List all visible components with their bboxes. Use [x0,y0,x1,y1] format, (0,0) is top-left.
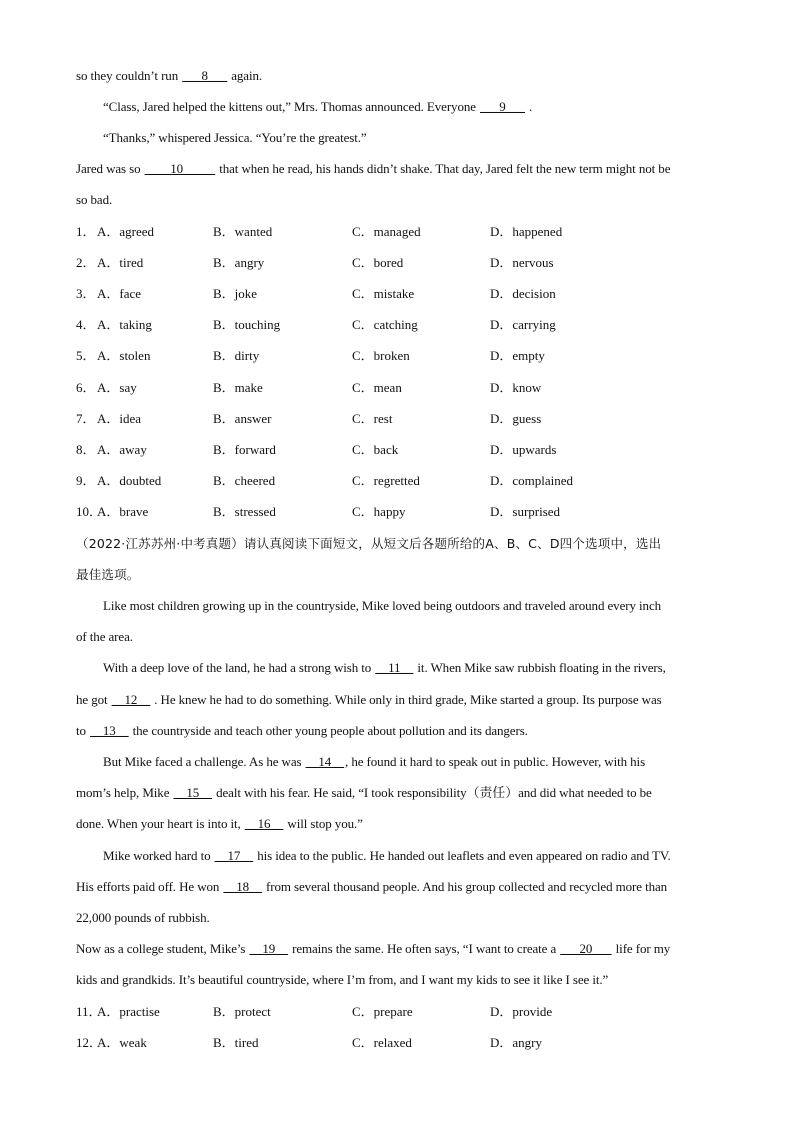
option-d: D．empty [490,348,545,364]
option-a: A．taking [97,317,152,333]
option-b: B．tired [213,1035,259,1051]
question-number: 2． [76,255,96,271]
passage-line [76,68,262,84]
option-d: D．know [490,379,542,395]
blank-11: __11__ [375,660,414,675]
text: to [76,723,90,738]
option-a: A．doubted [97,472,162,488]
option-b: B．dirty [213,348,260,364]
option-a: A．say [97,379,137,395]
option-a: A．stolen [97,348,151,364]
option-c: C．mistake [352,286,415,302]
option-c: C．happy [352,503,406,519]
text: the countryside and teach other young people about pollution and its dangers. [129,723,528,738]
passage-line [103,660,666,676]
text: his idea to the public. He handed out leaflets and even appeared on radio and TV. [254,848,671,863]
option-b: B．touching [213,317,281,333]
option-a: A．practise [97,1004,160,1019]
option-b: B．make [213,379,263,395]
option-a: A．weak [97,1035,147,1051]
text: remains the same. He often says, “I want to create a [288,941,560,956]
passage-line: Like most children growing up in the countryside, Mike loved being outdoors and traveled around every inch [103,598,662,613]
text: dealt with his fear. He said, “I took responsibility（责任）and did what needed to be [212,785,652,800]
option-c: C．regretted [352,472,420,488]
blank-17: __17__ [214,848,254,863]
option-c: C．catching [352,317,418,333]
text: mom’s help, Mike [76,785,173,800]
question-number: 1． [76,224,96,239]
blank-8: ___8___ [182,68,228,83]
option-d: D．guess [490,410,542,426]
passage-line: 22,000 pounds of rubbish. [76,910,210,925]
option-a: A．agreed [97,224,155,239]
text: With a deep love of the land, he had a strong wish to [103,660,375,675]
passage-line [103,754,645,770]
option-a: A．idea [97,410,142,426]
section-instruction: （2022·江苏苏州·中考真题）请认真阅读下面短文，从短文后各题所给的A、B、C、D四个选项中，选出 [76,536,662,551]
option-c: C．relaxed [352,1035,412,1051]
text: life for my [612,941,671,956]
text: again. [228,68,263,83]
text: done. When your heart is into it, [76,816,244,831]
option-d: D．upwards [490,441,557,457]
option-c: C．prepare [352,1004,413,1019]
passage-line [76,723,528,739]
option-d: D．surprised [490,503,561,519]
passage-line [76,941,670,957]
text: he got [76,692,111,707]
text: “Class, Jared helped the kittens out,” Mrs. Thomas announced. Everyone [103,99,480,114]
passage-line: “Thanks,” whispered Jessica. “You’re the greatest.” [103,130,367,145]
blank-16: __16__ [244,816,284,831]
question-number: 7． [76,410,96,426]
text: from several thousand people. And his group collected and recycled more than [262,879,668,894]
question-number: 6． [76,379,96,395]
option-a: A．face [97,286,142,302]
option-a: A．tired [97,255,144,271]
option-d: D．happened [490,224,563,239]
option-d: D．carrying [490,317,556,333]
section-instruction: 最佳选项。 [76,567,140,582]
option-a: A．brave [97,503,149,519]
option-c: C．broken [352,348,410,364]
blank-10: ____10_____ [144,161,216,176]
question-number: 10． [76,503,103,519]
question-number: 5． [76,348,96,364]
passage-line [103,99,532,115]
passage-line: kids and grandkids. It’s beautiful countryside, where I’m from, and I want my kids to see it like I see it.” [76,972,609,987]
passage-line: so bad. [76,192,113,207]
question-number: 8． [76,441,96,457]
option-c: C．bored [352,255,404,271]
question-number: 3． [76,286,96,302]
option-d: D．angry [490,1035,542,1051]
blank-18: __18__ [223,879,262,894]
blank-19: __19__ [249,941,288,956]
passage-line [76,785,652,801]
text: that when he read, his hands didn’t shake. That day, Jared felt the new term might not be [216,161,671,176]
text: , he found it hard to speak out in public. However, with his [345,754,646,769]
passage-line: of the area. [76,629,133,644]
blank-15: __15__ [173,785,212,800]
option-c: C．rest [352,410,393,426]
option-b: B．cheered [213,472,276,488]
question-number: 9． [76,472,96,488]
option-b: B．wanted [213,224,273,239]
text: . [525,99,533,114]
option-d: D．complained [490,472,574,488]
text: Mike worked hard to [103,848,214,863]
blank-14: __14__ [305,754,345,769]
option-b: B．angry [213,255,265,271]
blank-12: __12__ [111,692,151,707]
question-number: 12． [76,1035,103,1051]
passage-line [76,879,667,895]
passage-line [103,848,671,864]
passage-line [76,816,363,832]
option-d: D．nervous [490,255,554,271]
text: will stop you.” [284,816,363,831]
question-number: 4． [76,317,96,333]
question-number: 11． [76,1004,102,1019]
blank-13: __13__ [90,723,129,738]
passage-line [76,161,670,177]
passage-line [76,692,662,708]
option-d: D．provide [490,1004,553,1019]
option-a: A．away [97,441,147,457]
text: so they couldn’t run [76,68,182,83]
option-b: B．stressed [213,503,276,519]
option-b: B．forward [213,441,276,457]
option-c: C．managed [352,224,421,239]
blank-9: ___9___ [480,99,525,114]
text: His efforts paid off. He won [76,879,223,894]
text: it. When Mike saw rubbish floating in the rivers, [414,660,666,675]
option-c: C．mean [352,379,402,395]
text: . He knew he had to do something. While only in third grade, Mike started a group. Its purpose was [151,692,662,707]
blank-20: ___20___ [560,941,612,956]
option-b: B．answer [213,410,272,426]
text: Jared was so [76,161,144,176]
option-c: C．back [352,441,399,457]
text: But Mike faced a challenge. As he was [103,754,305,769]
option-d: D．decision [490,286,556,302]
option-b: B．protect [213,1004,271,1019]
text: Now as a college student, Mike’s [76,941,249,956]
option-b: B．joke [213,286,258,302]
